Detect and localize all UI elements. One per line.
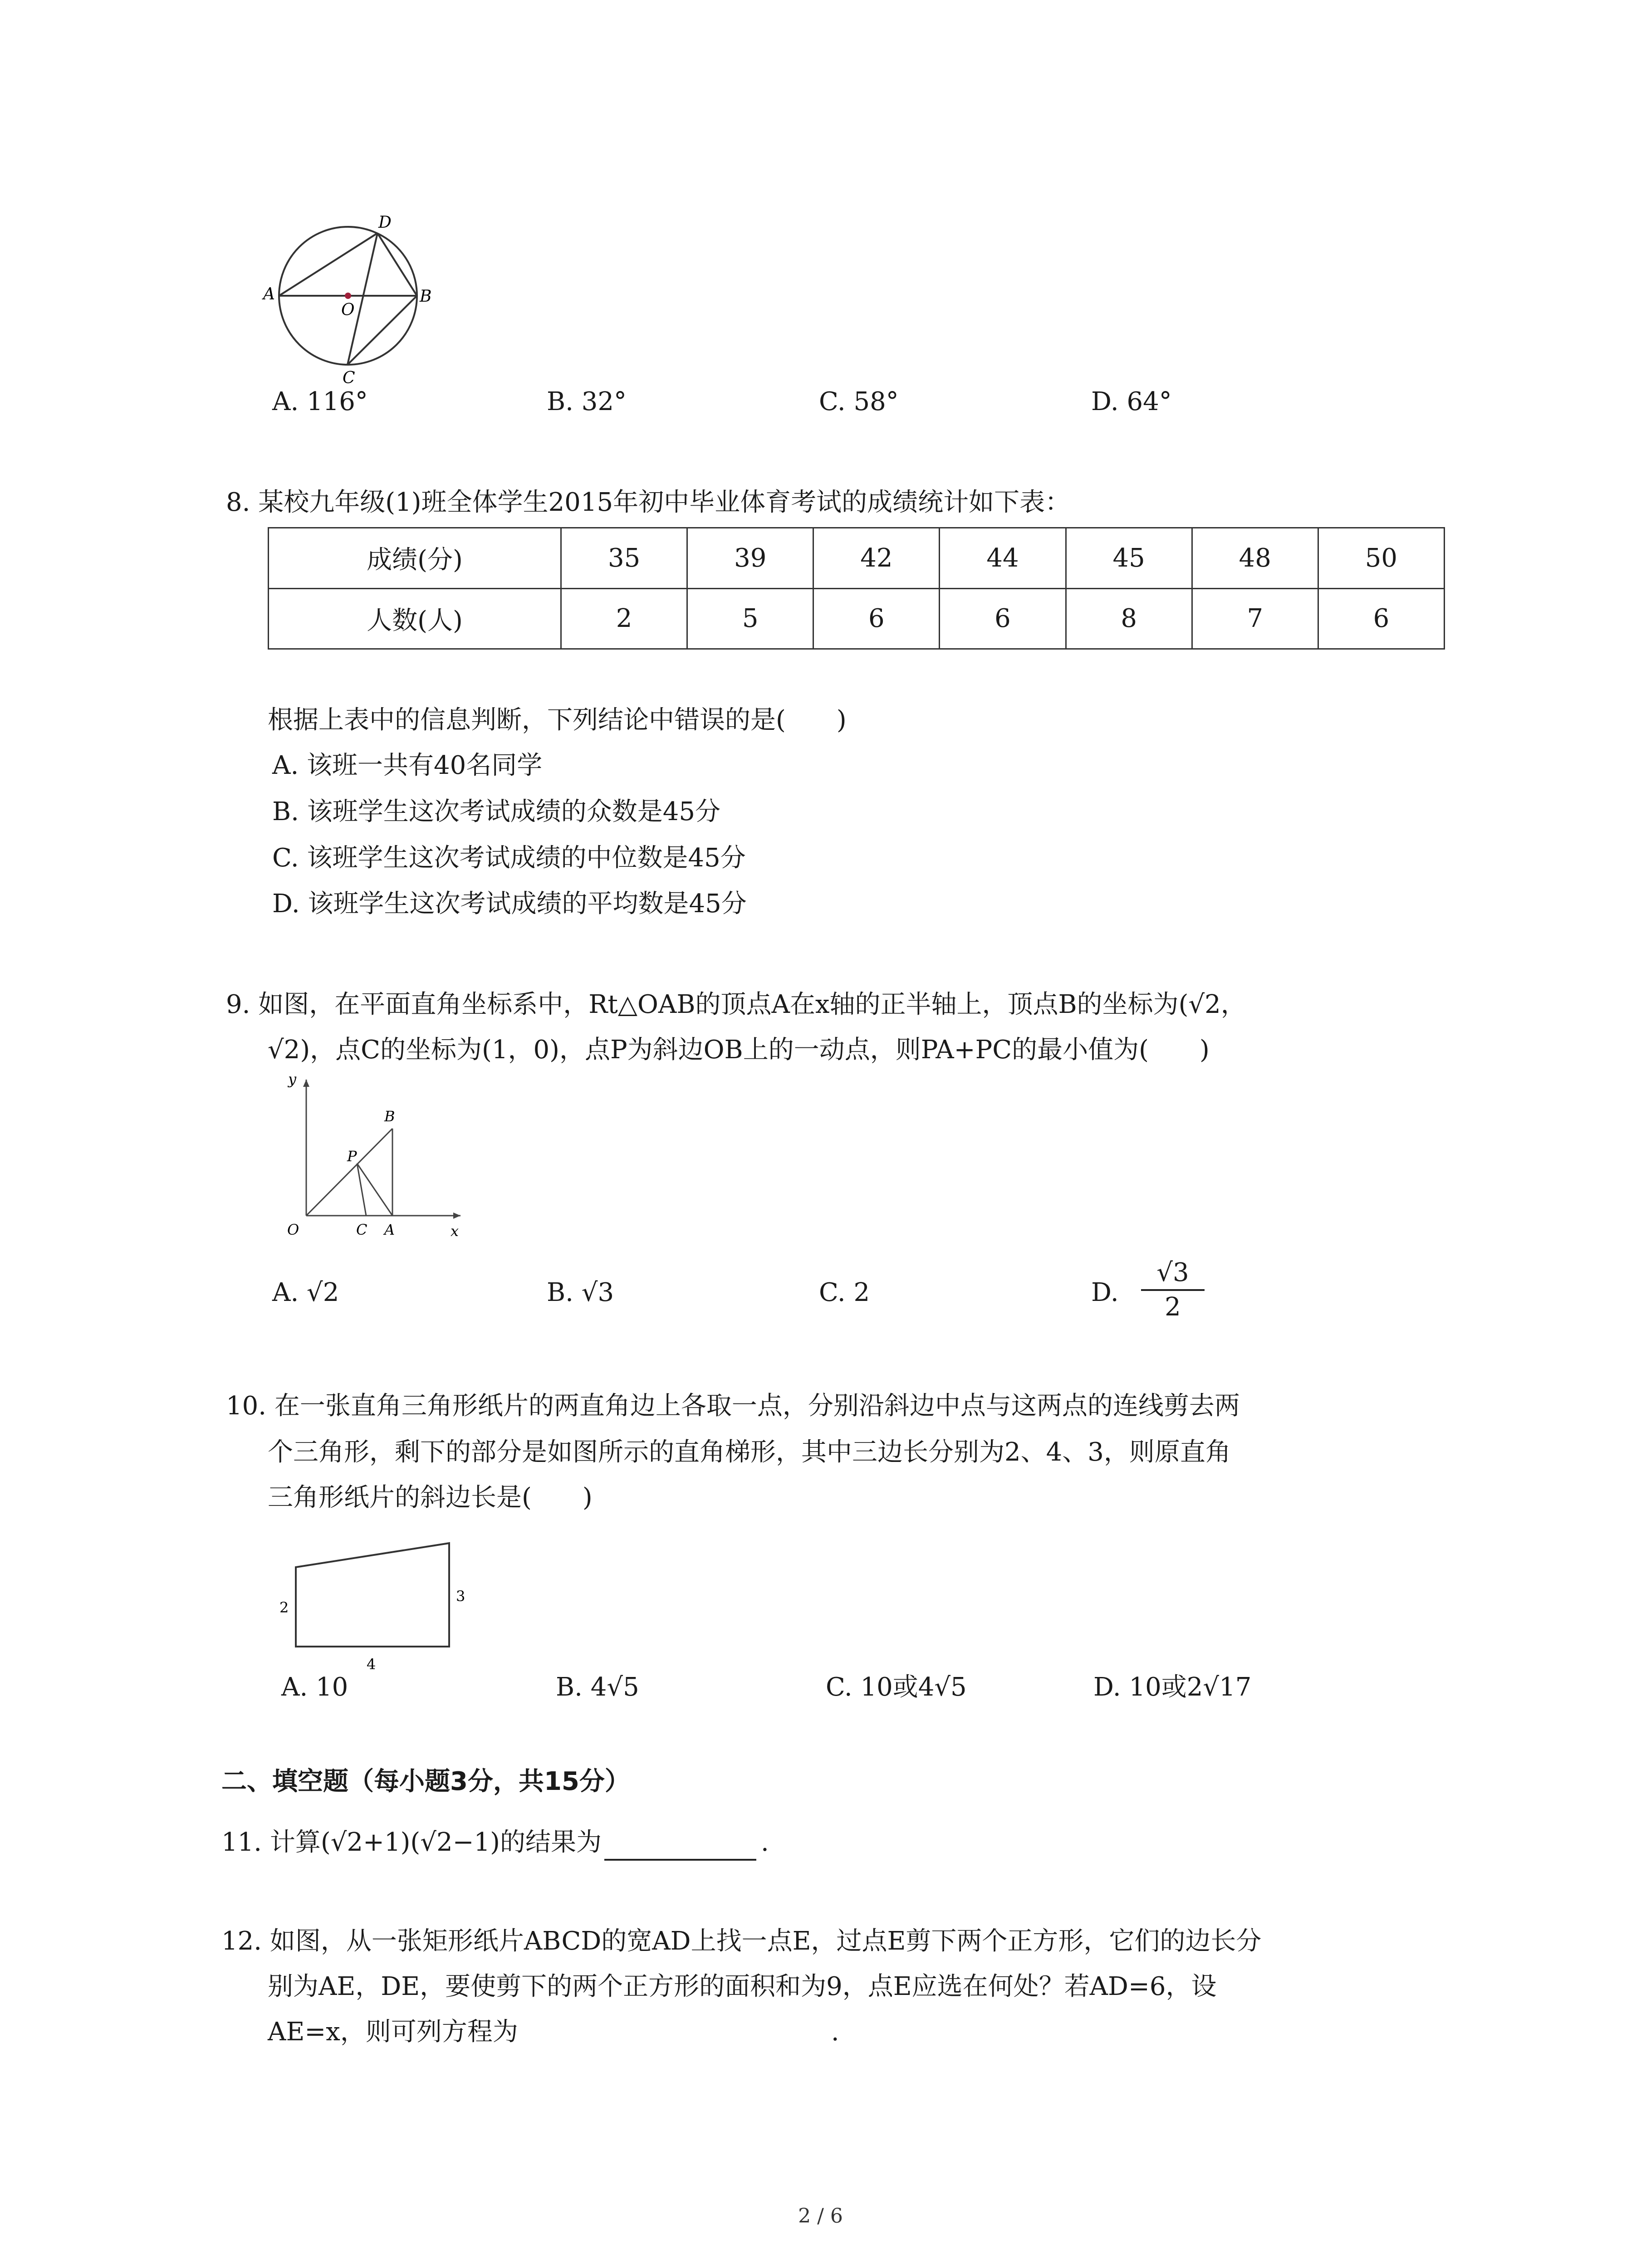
- q10-stem-line3: 三角形纸片的斜边长是( ): [268, 1483, 593, 1512]
- q10-stem-line2: 个三角形，剩下的部分是如图所示的直角梯形，其中三边长分别为2、4、3，则原直角: [268, 1437, 1231, 1467]
- table-cell: 42: [813, 528, 940, 589]
- table-cell: 2: [561, 588, 687, 649]
- q9-label-p: P: [347, 1148, 357, 1165]
- q12-stem-line1: 12. 如图，从一张矩形纸片ABCD的宽AD上找一点E，过点E剪下两个正方形，它们的边长分: [221, 1926, 1262, 1956]
- q9-option-d-prefix: D.: [1091, 1278, 1119, 1307]
- q9-option-b: B. √3: [547, 1278, 614, 1307]
- q10-option-c: C. 10或4√5: [826, 1672, 967, 1702]
- q10-trapezoid-figure: [268, 1529, 476, 1678]
- q9-option-d-numerator: √3: [1156, 1258, 1189, 1287]
- q8-option-b: B. 该班学生这次考试成绩的众数是45分: [272, 797, 721, 826]
- table-cell: 5: [687, 588, 813, 649]
- table-cell: 44: [940, 528, 1066, 589]
- q11-answer-blank[interactable]: [604, 1833, 756, 1861]
- q8-option-d: D. 该班学生这次考试成绩的平均数是45分: [272, 889, 747, 919]
- q9-label-o: O: [287, 1221, 299, 1238]
- q12-end: .: [831, 2017, 839, 2047]
- q11-line: [221, 1824, 769, 1861]
- table-cell: 35: [561, 528, 687, 589]
- q7-option-c: C. 58°: [819, 387, 899, 416]
- q8-question: 根据上表中的信息判断，下列结论中错误的是( ): [268, 705, 847, 735]
- q9-stem-line2: √2)，点C的坐标为(1，0)，点P为斜边OB上的一动点，则PA+PC的最小值为( ): [268, 1035, 1210, 1065]
- q11-text: 11. 计算(√2+1)(√2−1)的结果为: [221, 1828, 602, 1857]
- q7-option-b: B. 32°: [547, 387, 627, 416]
- q7-label-o: O: [341, 301, 355, 319]
- q12-line3-text: AE=x，则可列方程为: [268, 2017, 518, 2047]
- table-cell: 6: [940, 588, 1066, 649]
- q7-option-d: D. 64°: [1091, 387, 1172, 416]
- q9-label-b: B: [384, 1108, 395, 1125]
- q10-label-right: 3: [456, 1588, 465, 1605]
- q9-label-c: C: [356, 1221, 367, 1238]
- table-cell: 成绩(分): [269, 528, 561, 589]
- page-number: 2 / 6: [798, 2204, 843, 2228]
- q7-label-a: A: [263, 285, 275, 303]
- q8-option-a: A. 该班一共有40名同学: [272, 751, 543, 780]
- section-heading-fill-in: 二、填空题（每小题3分，共15分）: [221, 1767, 630, 1796]
- q8-option-c: C. 该班学生这次考试成绩的中位数是45分: [272, 843, 746, 873]
- q9-option-c: C. 2: [819, 1278, 870, 1307]
- table-row: [269, 528, 1445, 589]
- q10-option-d: D. 10或2√17: [1093, 1672, 1252, 1702]
- table-cell: 45: [1066, 528, 1192, 589]
- q9-option-d-denominator: 2: [1165, 1292, 1181, 1322]
- q9-option-a: A. √2: [272, 1278, 339, 1307]
- q7-label-c: C: [343, 369, 355, 386]
- q10-option-a: A. 10: [281, 1672, 348, 1702]
- q12-stem-line2: 别为AE，DE，要使剪下的两个正方形的面积和为9，点E应选在何处？若AD=6，设: [268, 1972, 1217, 2001]
- q12-stem-line3: [268, 2014, 839, 2050]
- q9-coordinate-figure: [265, 1070, 474, 1252]
- table-row: [269, 588, 1445, 649]
- q9-label-y: y: [288, 1070, 297, 1088]
- q7-label-b: B: [420, 287, 432, 306]
- q10-stem-line1: 10. 在一张直角三角形纸片的两直角边上各取一点，分别沿斜边中点与这两点的连线剪去两: [226, 1391, 1240, 1421]
- q10-label-bottom: 4: [367, 1656, 376, 1673]
- table-cell: 8: [1066, 588, 1192, 649]
- q8-score-table: [268, 527, 1445, 650]
- q7-label-d: D: [378, 213, 392, 232]
- table-cell: 7: [1192, 588, 1318, 649]
- q9-label-x: x: [451, 1222, 459, 1240]
- q9-option-d-fraction: [1136, 1256, 1209, 1324]
- table-cell: 39: [687, 528, 813, 589]
- q9-label-a: A: [384, 1221, 395, 1238]
- table-cell: 6: [813, 588, 940, 649]
- q9-stem-line1: 9. 如图，在平面直角坐标系中，Rt△OAB的顶点A在x轴的正半轴上，顶点B的坐标为(√2，: [226, 990, 1246, 1019]
- q10-label-left: 2: [279, 1599, 289, 1616]
- q10-option-b: B. 4√5: [556, 1672, 639, 1702]
- table-cell: 48: [1192, 528, 1318, 589]
- q8-stem: 8. 某校九年级(1)班全体学生2015年初中毕业体育考试的成绩统计如下表：: [226, 488, 1071, 517]
- table-cell: 6: [1318, 588, 1444, 649]
- q7-circle-figure: [259, 209, 440, 386]
- table-cell: 人数(人): [269, 588, 561, 649]
- table-cell: 50: [1318, 528, 1444, 589]
- q7-option-a: A. 116°: [272, 387, 368, 416]
- q11-end: .: [760, 1828, 769, 1857]
